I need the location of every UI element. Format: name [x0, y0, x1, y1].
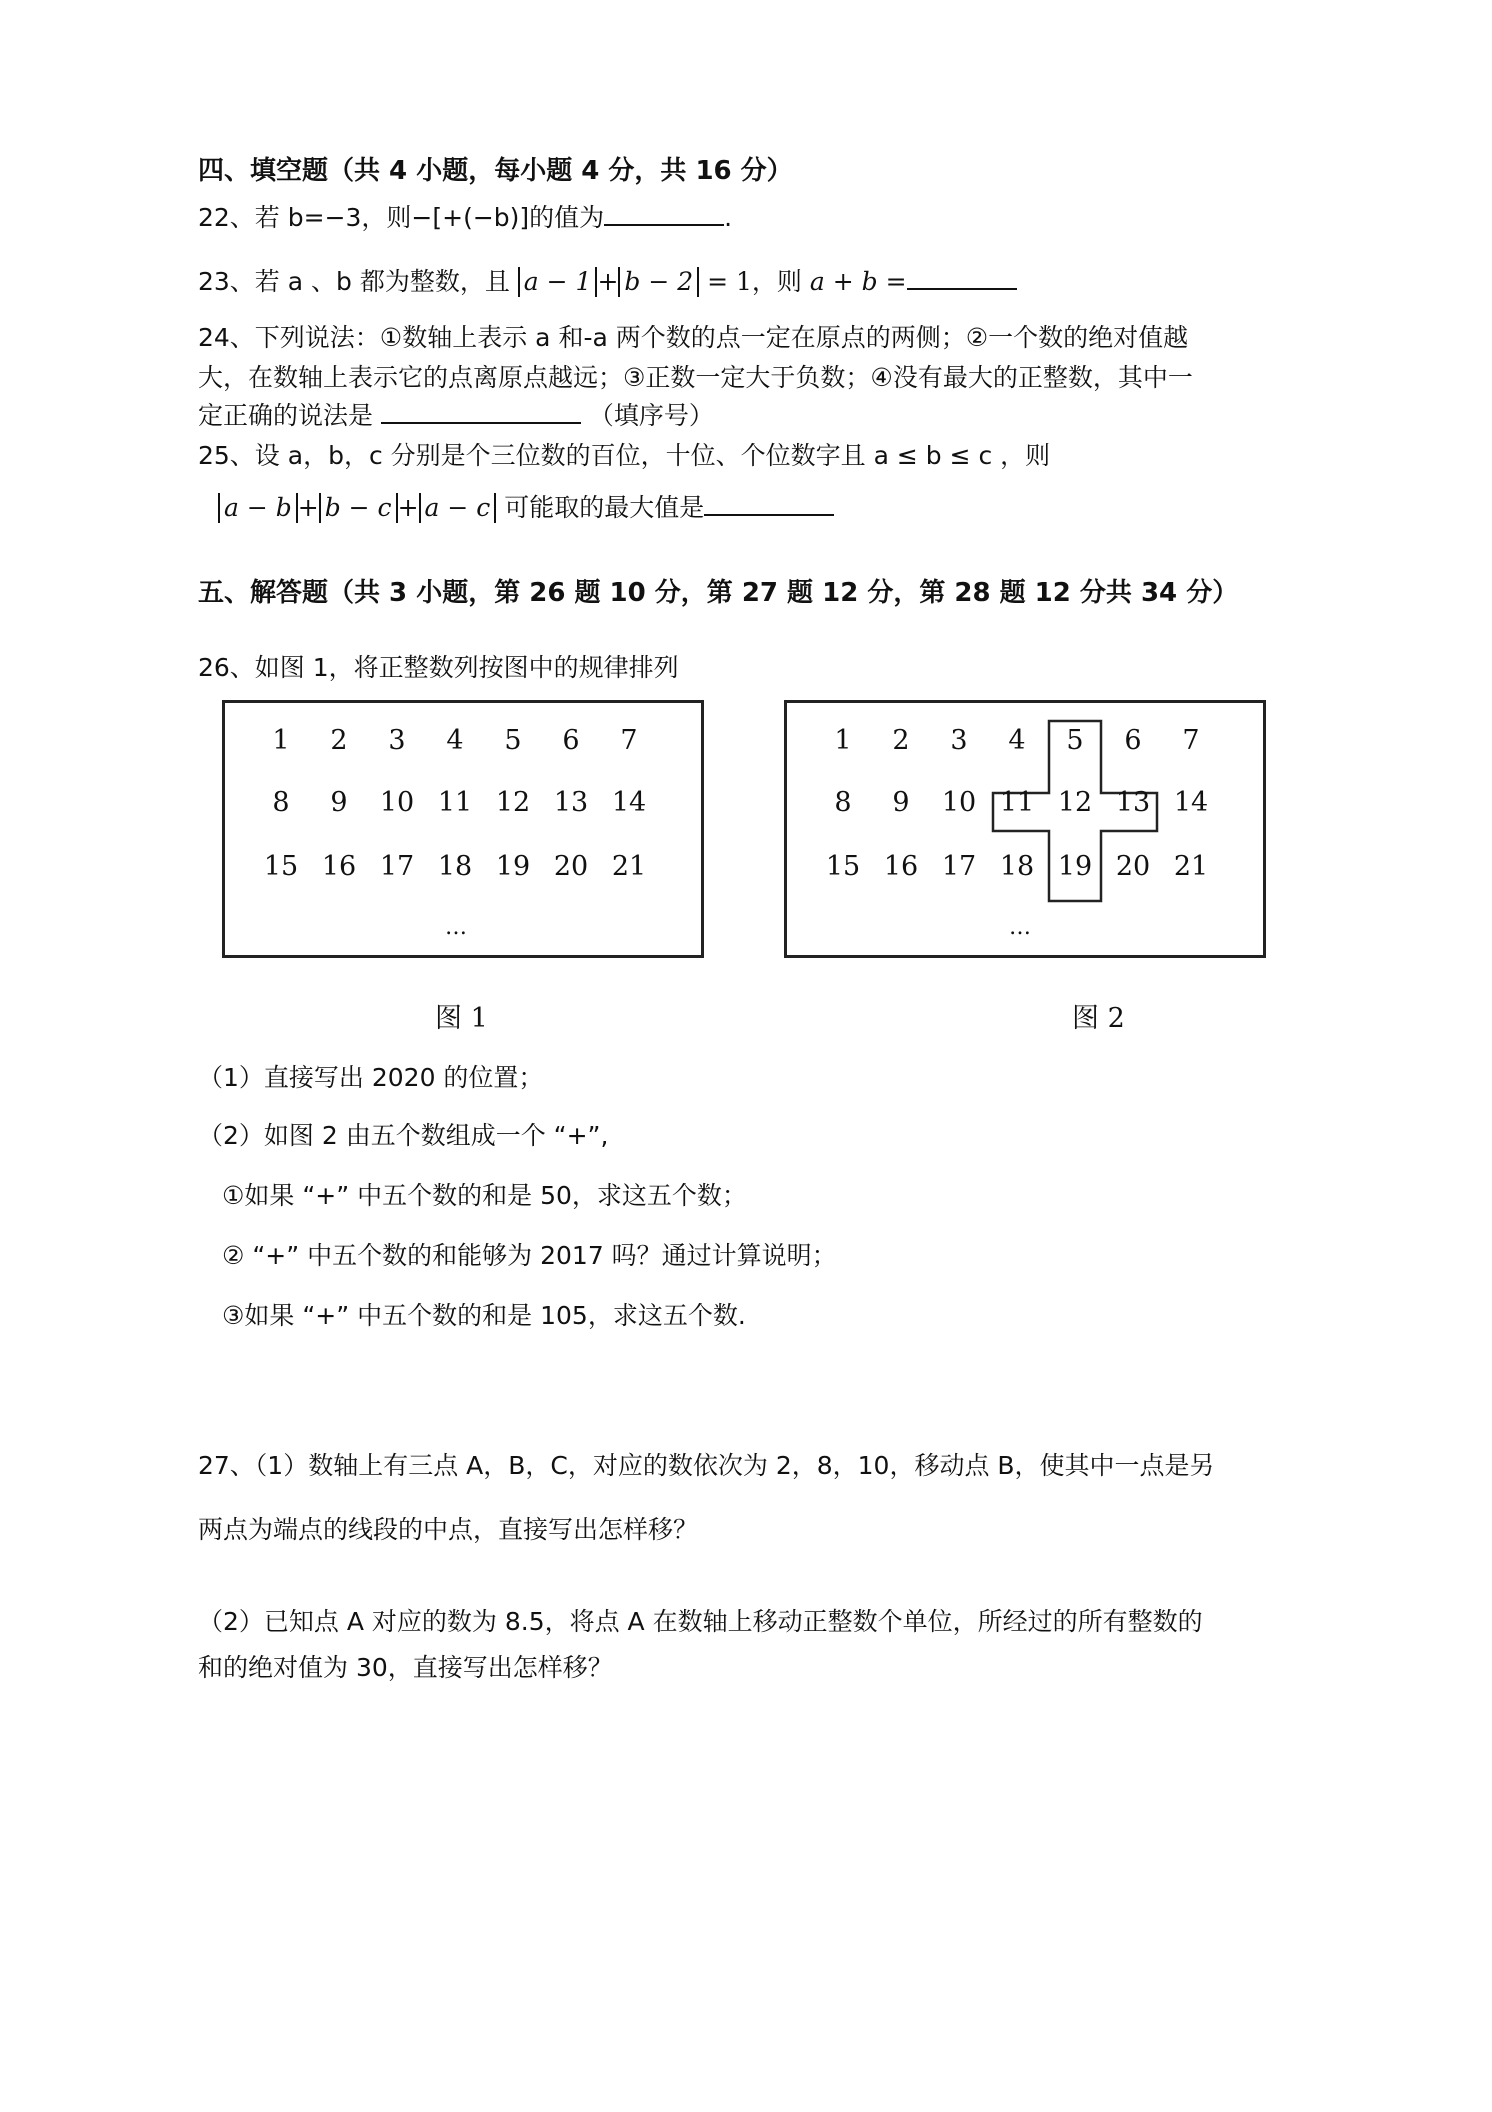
section-4-title: 四、填空题（共 4 小题，每小题 4 分，共 16 分） — [198, 156, 793, 186]
section-5-title: 五、解答题（共 3 小题，第 26 题 10 分，第 27 题 12 分，第 28 题 12 分共 34 分） — [198, 578, 1239, 608]
plus-sign: + — [297, 493, 319, 522]
grid-number: 12 — [1057, 787, 1093, 818]
grid-number: 1 — [272, 725, 290, 756]
grid-number: 9 — [892, 787, 910, 818]
grid-number: 7 — [1182, 725, 1200, 756]
question-22-text: 22、若 b=−3，则−[+(−b)]的值为 — [198, 203, 605, 232]
grid-number: 21 — [1173, 851, 1209, 882]
grid-number: 19 — [1057, 851, 1093, 882]
grid-number: 12 — [495, 787, 531, 818]
question-22 — [198, 198, 732, 234]
grid-number: 20 — [1115, 851, 1151, 882]
grid-number: 8 — [272, 787, 290, 818]
figure-1-caption: 图 1 — [435, 1003, 488, 1034]
question-27-line-1: 27、（1）数轴上有三点 A，B，C，对应的数依次为 2，8，10，移动点 B，使其中一点是另 — [198, 1451, 1215, 1480]
figure-2-grid — [784, 700, 1266, 958]
question-24-line-3 — [198, 396, 714, 432]
abs-b-minus-c: b − c — [319, 493, 398, 523]
abs-expression-1: a − 1 — [518, 267, 598, 297]
grid-number: 14 — [1173, 787, 1209, 818]
grid-number: 4 — [446, 725, 464, 756]
grid-number: 3 — [388, 725, 406, 756]
grid-number: 3 — [950, 725, 968, 756]
question-27-line-2: 两点为端点的线段的中点，直接写出怎样移？ — [198, 1515, 699, 1544]
grid-number: 5 — [1066, 725, 1084, 756]
sum-expression: a + b = — [809, 267, 907, 296]
grid-number: 16 — [883, 851, 919, 882]
question-24-hint: （填序号） — [588, 401, 714, 430]
grid-number: 20 — [553, 851, 589, 882]
plus-sign: + — [597, 267, 619, 296]
figure-2-ellipsis: … — [1009, 915, 1033, 940]
grid-number: 6 — [1124, 725, 1142, 756]
grid-number: 18 — [999, 851, 1035, 882]
equation-tail: = 1，则 — [707, 267, 802, 296]
abs-a-minus-c: a − c — [419, 493, 497, 523]
question-23 — [198, 262, 1017, 298]
figure-2-caption: 图 2 — [1072, 1003, 1125, 1034]
question-24-line-2: 大，在数轴上表示它的点离原点越远；③正数一定大于负数；④没有最大的正整数，其中一 — [198, 363, 1193, 392]
question-26-part-2: （2）如图 2 由五个数组成一个 “+”, — [198, 1121, 609, 1150]
grid-number: 19 — [495, 851, 531, 882]
grid-number: 1 — [834, 725, 852, 756]
grid-number: 5 — [504, 725, 522, 756]
plus-sign: + — [397, 493, 419, 522]
abs-expression-2: b − 2 — [618, 267, 699, 297]
answer-blank-24[interactable] — [381, 398, 581, 424]
grid-number: 17 — [941, 851, 977, 882]
grid-number: 6 — [562, 725, 580, 756]
grid-number: 2 — [892, 725, 910, 756]
grid-number: 10 — [379, 787, 415, 818]
grid-number: 14 — [611, 787, 647, 818]
grid-number: 10 — [941, 787, 977, 818]
question-23-text: 23、若 a 、b 都为整数，且 — [198, 267, 510, 296]
answer-blank-22[interactable] — [604, 200, 724, 226]
abs-a-minus-b: a − b — [218, 493, 298, 523]
question-26-part-2-2: ② “+” 中五个数的和能够为 2017 吗？通过计算说明； — [222, 1241, 837, 1270]
answer-blank-23[interactable] — [907, 264, 1017, 290]
figure-1-ellipsis: … — [445, 915, 469, 940]
question-24-line-1: 24、下列说法：①数轴上表示 a 和-a 两个数的点一定在原点的两侧；②一个数的绝对值越 — [198, 323, 1189, 352]
question-25-text: 可能取的最大值是 — [504, 493, 705, 522]
grid-number: 13 — [1115, 787, 1151, 818]
question-25-line-1: 25、设 a，b，c 分别是个三位数的百位，十位、个位数字且 a ≤ b ≤ c ，则 — [198, 441, 1051, 470]
grid-number: 13 — [553, 787, 589, 818]
figure-1-grid — [222, 700, 704, 958]
question-25-line-2 — [218, 488, 834, 524]
grid-number: 11 — [437, 787, 473, 818]
grid-number: 18 — [437, 851, 473, 882]
grid-number: 7 — [620, 725, 638, 756]
grid-number: 9 — [330, 787, 348, 818]
question-26-part-1: （1）直接写出 2020 的位置； — [198, 1063, 544, 1092]
question-26-part-2-3: ③如果 “+” 中五个数的和是 105，求这五个数. — [222, 1301, 746, 1330]
question-26-part-2-1: ①如果 “+” 中五个数的和是 50，求这五个数； — [222, 1181, 747, 1210]
grid-number: 2 — [330, 725, 348, 756]
question-26-intro: 26、如图 1，将正整数列按图中的规律排列 — [198, 653, 679, 682]
question-27-line-3: （2）已知点 A 对应的数为 8.5，将点 A 在数轴上移动正整数个单位，所经过的所有整数的 — [198, 1607, 1203, 1636]
grid-number: 16 — [321, 851, 357, 882]
question-22-end: . — [724, 203, 733, 232]
grid-number: 15 — [825, 851, 861, 882]
grid-number: 15 — [263, 851, 299, 882]
grid-number: 11 — [999, 787, 1035, 818]
grid-number: 4 — [1008, 725, 1026, 756]
answer-blank-25[interactable] — [704, 490, 834, 516]
question-24-text: 定正确的说法是 — [198, 401, 374, 430]
question-27-line-4: 和的绝对值为 30，直接写出怎样移？ — [198, 1653, 613, 1682]
grid-number: 17 — [379, 851, 415, 882]
grid-number: 8 — [834, 787, 852, 818]
grid-number: 21 — [611, 851, 647, 882]
